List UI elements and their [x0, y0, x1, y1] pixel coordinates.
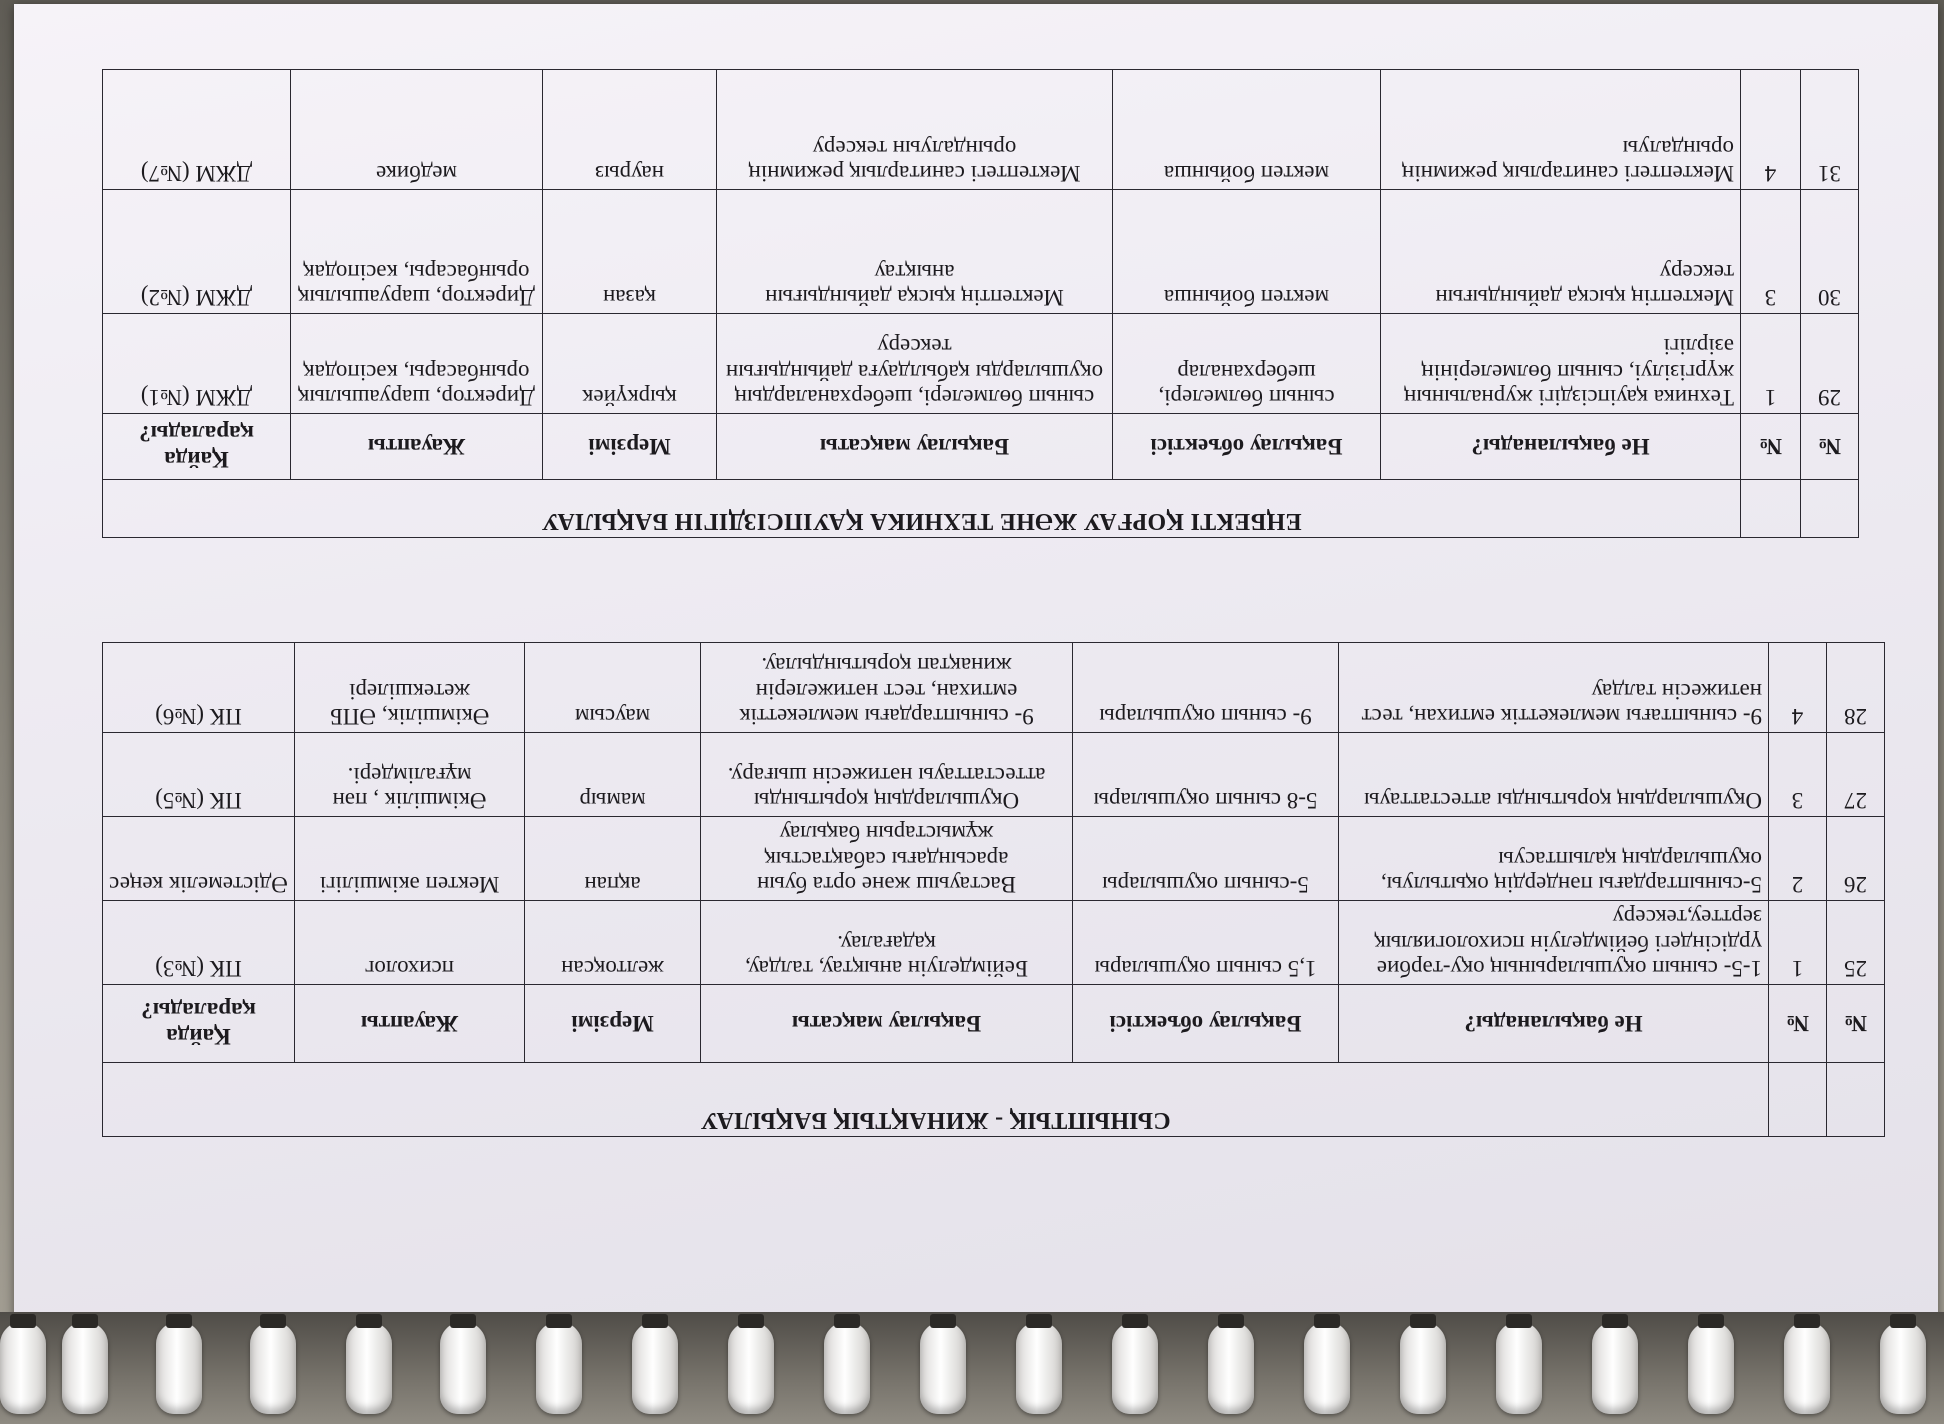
binding-ring: [346, 1322, 392, 1414]
control-purpose: Мектептің қысқа дайындығын анықтау: [717, 190, 1113, 314]
binding-ring: [1496, 1322, 1542, 1414]
table2-header-cell: Қайда қаралады?: [102, 414, 290, 480]
item-number: 4: [1769, 643, 1827, 733]
table1-header-cell: №: [1769, 985, 1827, 1063]
reviewed-where: ПК (№3): [102, 901, 294, 985]
table2-header-cell: Жауапты: [291, 414, 543, 480]
binding-ring: [1592, 1322, 1638, 1414]
table1-header-cell: Бақылау объектісі: [1073, 985, 1339, 1063]
table-row: [102, 314, 1858, 414]
table-row: [102, 70, 1858, 190]
what-is-controlled: 1-5- сынып оқушыларының оқу-тәрбие үрдісіндегі бейімделуін психологиялық зерттеу,тексеру: [1339, 901, 1769, 985]
binding-ring: [1400, 1322, 1446, 1414]
table-row: [102, 901, 1884, 985]
control-object: 5-сынып оқушылары: [1073, 817, 1339, 901]
control-purpose: 9- сыныптардағы мемлекеттік емтихан, тест нәтижелерін жинақтап қорытындылау.: [701, 643, 1073, 733]
deadline: желтоқсан: [525, 901, 701, 985]
item-number: 3: [1769, 733, 1827, 817]
deadline: қазан: [543, 190, 717, 314]
table-row: [102, 643, 1884, 733]
control-object: 5-8 сынып оқушылары: [1073, 733, 1339, 817]
table1-header-cell: Не бақыланады?: [1339, 985, 1769, 1063]
reviewed-where: ДЖМ (№2): [102, 190, 290, 314]
table1-title-cell-blank-2: [1769, 1063, 1827, 1137]
row-number: 26: [1827, 817, 1885, 901]
binding-ring: [632, 1322, 678, 1414]
table1-header-row: [102, 985, 1884, 1063]
responsible: медбике: [291, 70, 543, 190]
responsible: Әкімшілік, ӘПБ жетекшілері: [295, 643, 525, 733]
control-purpose: Мектептегі санитарлық режимнің орындалуын тексеру: [717, 70, 1113, 190]
control-object: мектеп бойынша: [1113, 70, 1381, 190]
table2-header-cell: №: [1741, 414, 1801, 480]
deadline: қыркүйек: [543, 314, 717, 414]
table2-title-cell-blank-2: [1741, 480, 1801, 538]
row-number: 28: [1827, 643, 1885, 733]
control-object: 1,5 сынып оқушылары: [1073, 901, 1339, 985]
table1-header-cell: Жауапты: [295, 985, 525, 1063]
binding-ring: [1112, 1322, 1158, 1414]
table2-header-cell: Мерзімі: [543, 414, 717, 480]
row-number: 29: [1801, 314, 1859, 414]
item-number: 3: [1741, 190, 1801, 314]
table1-header-cell: №: [1827, 985, 1885, 1063]
item-number: 1: [1769, 901, 1827, 985]
reviewed-where: ПК (№5): [102, 733, 294, 817]
binding-ring: [1208, 1322, 1254, 1414]
control-object: 9- сынып оқушылары: [1073, 643, 1339, 733]
binding-ring: [728, 1322, 774, 1414]
table-row: [102, 817, 1884, 901]
deadline: наурыз: [543, 70, 717, 190]
what-is-controlled: Мектептің қысқа дайындығын тексеру: [1381, 190, 1741, 314]
table1-header-cell: Бақылау мақсаты: [701, 985, 1073, 1063]
binding-ring: [62, 1322, 108, 1414]
responsible: Директор, шаруашылық орынбасары, кәсіподақ: [291, 190, 543, 314]
table2-header-cell: Не бақыланады?: [1381, 414, 1741, 480]
reviewed-where: ДЖМ (№1): [102, 314, 290, 414]
responsible: Мектеп әкімшілігі: [295, 817, 525, 901]
what-is-controlled: Оқушылардың қорытынды аттестаттауы: [1339, 733, 1769, 817]
deadline: маусым: [525, 643, 701, 733]
item-number: 2: [1769, 817, 1827, 901]
reviewed-where: ПК (№6): [102, 643, 294, 733]
control-purpose: Оқушылардың қорытынды аттестаттауы нәтижесін шығару.: [701, 733, 1073, 817]
table2-header-cell: №: [1801, 414, 1859, 480]
reviewed-where: Әдістемелік кеңес: [102, 817, 294, 901]
binding-ring: [1688, 1322, 1734, 1414]
table1-title-cell-blank-1: [1827, 1063, 1885, 1137]
what-is-controlled: Техника қауіпсіздігі журналының жүргізілуі, сынып бөлмелерінің әзірлігі: [1381, 314, 1741, 414]
binding-ring: [1016, 1322, 1062, 1414]
reviewed-where: ДЖМ (№7): [102, 70, 290, 190]
table-labor-protection-safety-control: [102, 69, 1859, 538]
binding-ring: [0, 1322, 46, 1414]
binding-ring: [1880, 1322, 1926, 1414]
control-object: мектеп бойынша: [1113, 190, 1381, 314]
binding-ring: [1304, 1322, 1350, 1414]
what-is-controlled: 5-сыныптардағы пәндердің оқытылуы, оқушылардың қалыптасуы: [1339, 817, 1769, 901]
table-row: [102, 733, 1884, 817]
table1-header-cell: Қайда қаралады?: [102, 985, 294, 1063]
responsible: психолог: [295, 901, 525, 985]
table-row: [102, 190, 1858, 314]
control-purpose: сынып бөлмелері, шеберханалардың оқушыларды қабылдауға дайындығын тексеру: [717, 314, 1113, 414]
row-number: 25: [1827, 901, 1885, 985]
control-purpose: Вастауыш және орта буын арасындағы сабақтастық жұмыстарын бақылау: [701, 817, 1073, 901]
table1-title-row: [102, 1063, 1884, 1137]
deadline: ақпан: [525, 817, 701, 901]
binding-ring: [824, 1322, 870, 1414]
item-number: 4: [1741, 70, 1801, 190]
table2-title-row: [102, 480, 1858, 538]
table2-header-cell: Бақылау объектісі: [1113, 414, 1381, 480]
row-number: 31: [1801, 70, 1859, 190]
table2-title: ЕҢБЕКТІ ҚОРҒАУ ЖӘНЕ ТЕХНИКА ҚАУІПСІЗДІГІН БАҚЫЛАУ: [102, 480, 1740, 538]
table1-header-cell: Мерзімі: [525, 985, 701, 1063]
binding-ring: [536, 1322, 582, 1414]
row-number: 30: [1801, 190, 1859, 314]
binding-ring: [440, 1322, 486, 1414]
table1-title: СЫНЫПТЫҚ - ЖИНАҚТЫҚ БАҚЫЛАУ: [102, 1063, 1768, 1137]
binding-ring: [920, 1322, 966, 1414]
responsible: Әкімшілік , пән мұғалімдері.: [295, 733, 525, 817]
control-purpose: Бейімделуін анықтау, талдау, қадағалау.: [701, 901, 1073, 985]
binding-ring: [156, 1322, 202, 1414]
table-class-summary-control: [102, 642, 1885, 1137]
deadline: мамыр: [525, 733, 701, 817]
item-number: 1: [1741, 314, 1801, 414]
table2-header-cell: Бақылау мақсаты: [717, 414, 1113, 480]
binding-ring: [250, 1322, 296, 1414]
binding-ring: [1784, 1322, 1830, 1414]
control-object: сынып бөлмелері, шеберханалар: [1113, 314, 1381, 414]
table2-header-row: [102, 414, 1858, 480]
row-number: 27: [1827, 733, 1885, 817]
what-is-controlled: Мектептегі санитарлық режимнің орындалуы: [1381, 70, 1741, 190]
responsible: Директор, шаруашылық орынбасары, кәсіподақ: [291, 314, 543, 414]
table2-title-cell-blank-1: [1801, 480, 1859, 538]
what-is-controlled: 9- сыныптағы мемлекеттік емтихан, тест нәтижесін талдау: [1339, 643, 1769, 733]
